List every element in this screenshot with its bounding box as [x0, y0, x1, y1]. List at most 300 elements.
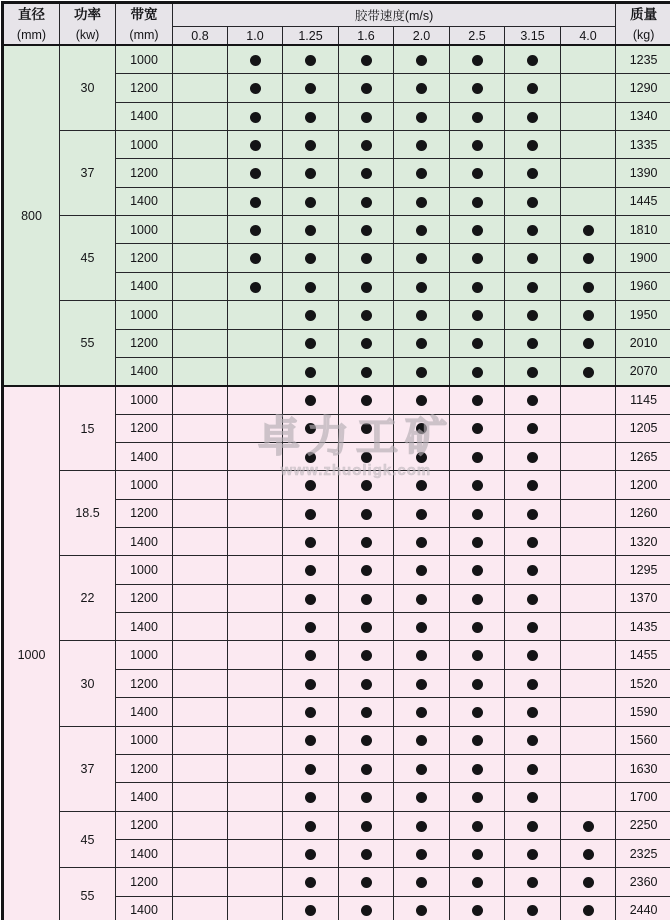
- speed-dot-cell: [450, 357, 505, 385]
- dot-icon: [472, 395, 483, 406]
- speed-dot-cell: [283, 613, 339, 641]
- dot-icon: [416, 367, 427, 378]
- belt-width-cell: 1000: [116, 301, 173, 329]
- speed-dot-cell: [450, 641, 505, 669]
- dot-icon: [305, 197, 316, 208]
- speed-empty-cell: [228, 528, 283, 556]
- belt-width-cell: 1400: [116, 783, 173, 811]
- dot-icon: [305, 338, 316, 349]
- speed-dot-cell: [283, 669, 339, 697]
- belt-width-cell: 1200: [116, 499, 173, 527]
- speed-empty-cell: [561, 499, 616, 527]
- dot-icon: [305, 452, 316, 463]
- header-speed-1.25: 1.25: [283, 27, 339, 46]
- speed-empty-cell: [228, 386, 283, 414]
- speed-dot-cell: [283, 45, 339, 73]
- speed-dot-cell: [505, 499, 561, 527]
- speed-empty-cell: [173, 216, 228, 244]
- dot-icon: [472, 253, 483, 264]
- dot-icon: [361, 168, 372, 179]
- dot-icon: [305, 55, 316, 66]
- speed-dot-cell: [450, 698, 505, 726]
- dot-icon: [416, 735, 427, 746]
- speed-dot-cell: [561, 216, 616, 244]
- power-cell: 37: [60, 131, 116, 216]
- dot-icon: [416, 338, 427, 349]
- speed-dot-cell: [394, 698, 450, 726]
- belt-width-cell: 1000: [116, 386, 173, 414]
- power-cell: 18.5: [60, 471, 116, 556]
- dot-icon: [527, 423, 538, 434]
- header-speed-0.8: 0.8: [173, 27, 228, 46]
- dot-icon: [416, 310, 427, 321]
- speed-empty-cell: [561, 669, 616, 697]
- dot-icon: [472, 764, 483, 775]
- speed-dot-cell: [283, 301, 339, 329]
- speed-empty-cell: [228, 754, 283, 782]
- spec-table: [1, 1, 670, 920]
- belt-width-cell: 1200: [116, 754, 173, 782]
- dot-icon: [305, 735, 316, 746]
- dot-icon: [416, 821, 427, 832]
- speed-dot-cell: [561, 272, 616, 300]
- speed-empty-cell: [173, 783, 228, 811]
- dot-icon: [305, 83, 316, 94]
- speed-empty-cell: [561, 726, 616, 754]
- speed-dot-cell: [561, 357, 616, 385]
- speed-dot-cell: [339, 216, 394, 244]
- dot-icon: [305, 509, 316, 520]
- table-row: [3, 868, 670, 896]
- speed-dot-cell: [450, 528, 505, 556]
- speed-dot-cell: [339, 840, 394, 868]
- speed-dot-cell: [394, 783, 450, 811]
- dot-icon: [361, 282, 372, 293]
- speed-empty-cell: [173, 386, 228, 414]
- speed-empty-cell: [561, 102, 616, 130]
- dot-icon: [527, 225, 538, 236]
- speed-dot-cell: [339, 386, 394, 414]
- dot-icon: [361, 792, 372, 803]
- speed-dot-cell: [339, 811, 394, 839]
- dot-icon: [527, 509, 538, 520]
- mass-cell: 1145: [616, 386, 670, 414]
- table-row: [3, 471, 670, 499]
- speed-dot-cell: [505, 754, 561, 782]
- mass-cell: 1295: [616, 556, 670, 584]
- speed-dot-cell: [450, 499, 505, 527]
- dot-icon: [472, 480, 483, 491]
- speed-dot-cell: [450, 244, 505, 272]
- speed-empty-cell: [228, 414, 283, 442]
- speed-dot-cell: [394, 386, 450, 414]
- speed-dot-cell: [450, 45, 505, 73]
- speed-empty-cell: [228, 726, 283, 754]
- header-speed-1.0: 1.0: [228, 27, 283, 46]
- dot-icon: [527, 168, 538, 179]
- speed-dot-cell: [394, 272, 450, 300]
- speed-dot-cell: [561, 301, 616, 329]
- power-cell: 22: [60, 556, 116, 641]
- speed-empty-cell: [228, 783, 283, 811]
- speed-dot-cell: [339, 868, 394, 896]
- speed-empty-cell: [561, 187, 616, 215]
- dot-icon: [472, 367, 483, 378]
- dot-icon: [416, 509, 427, 520]
- speed-dot-cell: [228, 45, 283, 73]
- dot-icon: [250, 168, 261, 179]
- belt-width-cell: 1400: [116, 840, 173, 868]
- dot-icon: [583, 310, 594, 321]
- speed-empty-cell: [173, 556, 228, 584]
- speed-empty-cell: [173, 584, 228, 612]
- mass-cell: 1560: [616, 726, 670, 754]
- speed-dot-cell: [505, 272, 561, 300]
- dot-icon: [472, 849, 483, 860]
- dot-icon: [305, 140, 316, 151]
- header-diameter-label: 直径: [18, 7, 45, 22]
- table-row: [3, 386, 670, 414]
- speed-empty-cell: [561, 698, 616, 726]
- dot-icon: [527, 537, 538, 548]
- dot-icon: [416, 168, 427, 179]
- speed-dot-cell: [450, 414, 505, 442]
- speed-dot-cell: [283, 329, 339, 357]
- speed-empty-cell: [561, 131, 616, 159]
- power-cell: 55: [60, 301, 116, 386]
- speed-dot-cell: [339, 613, 394, 641]
- speed-empty-cell: [561, 386, 616, 414]
- speed-dot-cell: [450, 272, 505, 300]
- speed-empty-cell: [561, 556, 616, 584]
- dot-icon: [305, 112, 316, 123]
- belt-width-cell: 1000: [116, 131, 173, 159]
- speed-dot-cell: [283, 840, 339, 868]
- speed-dot-cell: [505, 783, 561, 811]
- speed-empty-cell: [561, 414, 616, 442]
- dot-icon: [305, 679, 316, 690]
- speed-dot-cell: [339, 584, 394, 612]
- mass-cell: 2325: [616, 840, 670, 868]
- speed-dot-cell: [450, 442, 505, 470]
- speed-dot-cell: [339, 471, 394, 499]
- speed-dot-cell: [283, 556, 339, 584]
- speed-empty-cell: [173, 499, 228, 527]
- dot-icon: [527, 622, 538, 633]
- dot-icon: [472, 905, 483, 916]
- speed-dot-cell: [339, 244, 394, 272]
- table-row: [3, 216, 670, 244]
- speed-empty-cell: [228, 811, 283, 839]
- header-belt-width-unit: (mm): [129, 27, 159, 42]
- header-belt-width-label: 带宽: [130, 7, 158, 22]
- speed-dot-cell: [394, 131, 450, 159]
- speed-dot-cell: [283, 414, 339, 442]
- header-speed-2.0: 2.0: [394, 27, 450, 46]
- speed-empty-cell: [173, 698, 228, 726]
- speed-empty-cell: [173, 102, 228, 130]
- dot-icon: [361, 338, 372, 349]
- dot-icon: [305, 650, 316, 661]
- dot-icon: [472, 821, 483, 832]
- dot-icon: [361, 225, 372, 236]
- speed-empty-cell: [228, 868, 283, 896]
- mass-cell: 2250: [616, 811, 670, 839]
- dot-icon: [416, 452, 427, 463]
- dot-icon: [583, 905, 594, 916]
- speed-dot-cell: [394, 159, 450, 187]
- dot-icon: [416, 679, 427, 690]
- dot-icon: [416, 849, 427, 860]
- belt-width-cell: 1400: [116, 187, 173, 215]
- speed-dot-cell: [283, 528, 339, 556]
- speed-dot-cell: [339, 896, 394, 920]
- speed-empty-cell: [173, 45, 228, 73]
- speed-dot-cell: [394, 414, 450, 442]
- speed-dot-cell: [450, 74, 505, 102]
- watermark-url: www.zhuoligk.com: [280, 462, 432, 480]
- dot-icon: [472, 452, 483, 463]
- dot-icon: [527, 565, 538, 576]
- header-speed-3.15: 3.15: [505, 27, 561, 46]
- speed-dot-cell: [450, 131, 505, 159]
- belt-width-cell: 1200: [116, 868, 173, 896]
- dot-icon: [416, 877, 427, 888]
- speed-dot-cell: [228, 187, 283, 215]
- dot-icon: [305, 849, 316, 860]
- belt-width-cell: 1200: [116, 669, 173, 697]
- speed-empty-cell: [228, 669, 283, 697]
- speed-dot-cell: [394, 187, 450, 215]
- speed-dot-cell: [505, 811, 561, 839]
- speed-dot-cell: [505, 840, 561, 868]
- belt-width-cell: 1200: [116, 811, 173, 839]
- speed-dot-cell: [228, 74, 283, 102]
- speed-dot-cell: [339, 442, 394, 470]
- dot-icon: [472, 679, 483, 690]
- dot-icon: [361, 821, 372, 832]
- speed-dot-cell: [450, 669, 505, 697]
- speed-dot-cell: [505, 442, 561, 470]
- dot-icon: [361, 480, 372, 491]
- speed-dot-cell: [394, 528, 450, 556]
- speed-dot-cell: [283, 159, 339, 187]
- belt-width-cell: 1000: [116, 726, 173, 754]
- speed-dot-cell: [505, 131, 561, 159]
- speed-dot-cell: [505, 301, 561, 329]
- speed-dot-cell: [283, 584, 339, 612]
- speed-dot-cell: [505, 896, 561, 920]
- header-speed-2.5: 2.5: [450, 27, 505, 46]
- dot-icon: [305, 707, 316, 718]
- speed-dot-cell: [283, 641, 339, 669]
- belt-width-cell: 1400: [116, 528, 173, 556]
- dot-icon: [472, 112, 483, 123]
- speed-empty-cell: [228, 840, 283, 868]
- speed-dot-cell: [228, 244, 283, 272]
- speed-dot-cell: [339, 131, 394, 159]
- speed-dot-cell: [339, 357, 394, 385]
- speed-dot-cell: [394, 301, 450, 329]
- belt-width-cell: 1000: [116, 45, 173, 73]
- speed-empty-cell: [228, 556, 283, 584]
- speed-dot-cell: [394, 811, 450, 839]
- dot-icon: [472, 622, 483, 633]
- speed-dot-cell: [505, 698, 561, 726]
- speed-empty-cell: [228, 471, 283, 499]
- mass-cell: 1810: [616, 216, 670, 244]
- dot-icon: [416, 197, 427, 208]
- dot-icon: [416, 282, 427, 293]
- dot-icon: [416, 707, 427, 718]
- speed-empty-cell: [173, 726, 228, 754]
- speed-empty-cell: [173, 131, 228, 159]
- dot-icon: [416, 905, 427, 916]
- mass-cell: 2440: [616, 896, 670, 920]
- dot-icon: [416, 594, 427, 605]
- dot-icon: [527, 197, 538, 208]
- dot-icon: [527, 338, 538, 349]
- dot-icon: [583, 338, 594, 349]
- speed-dot-cell: [283, 783, 339, 811]
- dot-icon: [250, 197, 261, 208]
- dot-icon: [527, 679, 538, 690]
- belt-width-cell: 1000: [116, 471, 173, 499]
- speed-empty-cell: [561, 754, 616, 782]
- speed-dot-cell: [450, 159, 505, 187]
- dot-icon: [416, 253, 427, 264]
- header-power-unit: (kw): [75, 27, 100, 42]
- speed-dot-cell: [283, 357, 339, 385]
- dot-icon: [472, 55, 483, 66]
- dot-icon: [361, 310, 372, 321]
- mass-cell: 1235: [616, 45, 670, 73]
- dot-icon: [527, 877, 538, 888]
- speed-empty-cell: [228, 698, 283, 726]
- speed-dot-cell: [339, 698, 394, 726]
- dot-icon: [361, 509, 372, 520]
- speed-empty-cell: [173, 357, 228, 385]
- diameter-cell: 800: [3, 45, 60, 385]
- dot-icon: [583, 253, 594, 264]
- dot-icon: [472, 83, 483, 94]
- speed-dot-cell: [283, 442, 339, 470]
- speed-dot-cell: [394, 471, 450, 499]
- speed-empty-cell: [173, 868, 228, 896]
- power-cell: 30: [60, 45, 116, 130]
- dot-icon: [361, 565, 372, 576]
- dot-icon: [472, 282, 483, 293]
- speed-empty-cell: [173, 754, 228, 782]
- speed-dot-cell: [394, 556, 450, 584]
- speed-dot-cell: [505, 357, 561, 385]
- speed-dot-cell: [228, 159, 283, 187]
- speed-empty-cell: [228, 499, 283, 527]
- speed-dot-cell: [561, 329, 616, 357]
- power-cell: 45: [60, 216, 116, 301]
- dot-icon: [305, 253, 316, 264]
- belt-width-cell: 1400: [116, 613, 173, 641]
- header-mass: [616, 3, 670, 46]
- speed-dot-cell: [450, 329, 505, 357]
- speed-dot-cell: [394, 896, 450, 920]
- speed-empty-cell: [228, 329, 283, 357]
- speed-dot-cell: [450, 811, 505, 839]
- belt-width-cell: 1000: [116, 641, 173, 669]
- speed-dot-cell: [561, 811, 616, 839]
- speed-dot-cell: [505, 669, 561, 697]
- speed-dot-cell: [450, 556, 505, 584]
- speed-dot-cell: [339, 159, 394, 187]
- power-cell: 30: [60, 641, 116, 726]
- dot-icon: [305, 792, 316, 803]
- speed-dot-cell: [339, 783, 394, 811]
- dot-icon: [305, 565, 316, 576]
- speed-empty-cell: [561, 613, 616, 641]
- mass-cell: 2010: [616, 329, 670, 357]
- speed-dot-cell: [394, 244, 450, 272]
- dot-icon: [305, 395, 316, 406]
- dot-icon: [361, 140, 372, 151]
- speed-empty-cell: [173, 669, 228, 697]
- speed-dot-cell: [450, 754, 505, 782]
- power-cell: 55: [60, 868, 116, 920]
- dot-icon: [527, 821, 538, 832]
- belt-width-cell: 1400: [116, 357, 173, 385]
- speed-dot-cell: [339, 74, 394, 102]
- header-row-main: [3, 3, 670, 27]
- dot-icon: [361, 537, 372, 548]
- dot-icon: [361, 707, 372, 718]
- table-row: [3, 811, 670, 839]
- dot-icon: [472, 650, 483, 661]
- dot-icon: [361, 423, 372, 434]
- speed-dot-cell: [283, 216, 339, 244]
- speed-dot-cell: [283, 896, 339, 920]
- dot-icon: [527, 849, 538, 860]
- power-cell: 37: [60, 726, 116, 811]
- speed-dot-cell: [505, 613, 561, 641]
- dot-icon: [416, 140, 427, 151]
- dot-icon: [527, 367, 538, 378]
- speed-dot-cell: [283, 187, 339, 215]
- dot-icon: [305, 310, 316, 321]
- speed-empty-cell: [561, 74, 616, 102]
- dot-icon: [416, 764, 427, 775]
- speed-dot-cell: [450, 386, 505, 414]
- spec-table-body: [3, 45, 670, 920]
- power-cell: 15: [60, 386, 116, 471]
- speed-dot-cell: [394, 584, 450, 612]
- speed-empty-cell: [561, 442, 616, 470]
- speed-dot-cell: [505, 45, 561, 73]
- speed-dot-cell: [283, 131, 339, 159]
- speed-dot-cell: [450, 187, 505, 215]
- speed-dot-cell: [450, 868, 505, 896]
- dot-icon: [361, 452, 372, 463]
- speed-dot-cell: [339, 754, 394, 782]
- table-header: [3, 3, 670, 46]
- header-diameter-unit: (mm): [16, 27, 47, 42]
- speed-dot-cell: [394, 499, 450, 527]
- belt-width-cell: 1400: [116, 442, 173, 470]
- dot-icon: [416, 112, 427, 123]
- header-mass-label: 质量: [630, 7, 658, 22]
- speed-dot-cell: [283, 726, 339, 754]
- mass-cell: 1390: [616, 159, 670, 187]
- speed-dot-cell: [450, 102, 505, 130]
- dot-icon: [416, 83, 427, 94]
